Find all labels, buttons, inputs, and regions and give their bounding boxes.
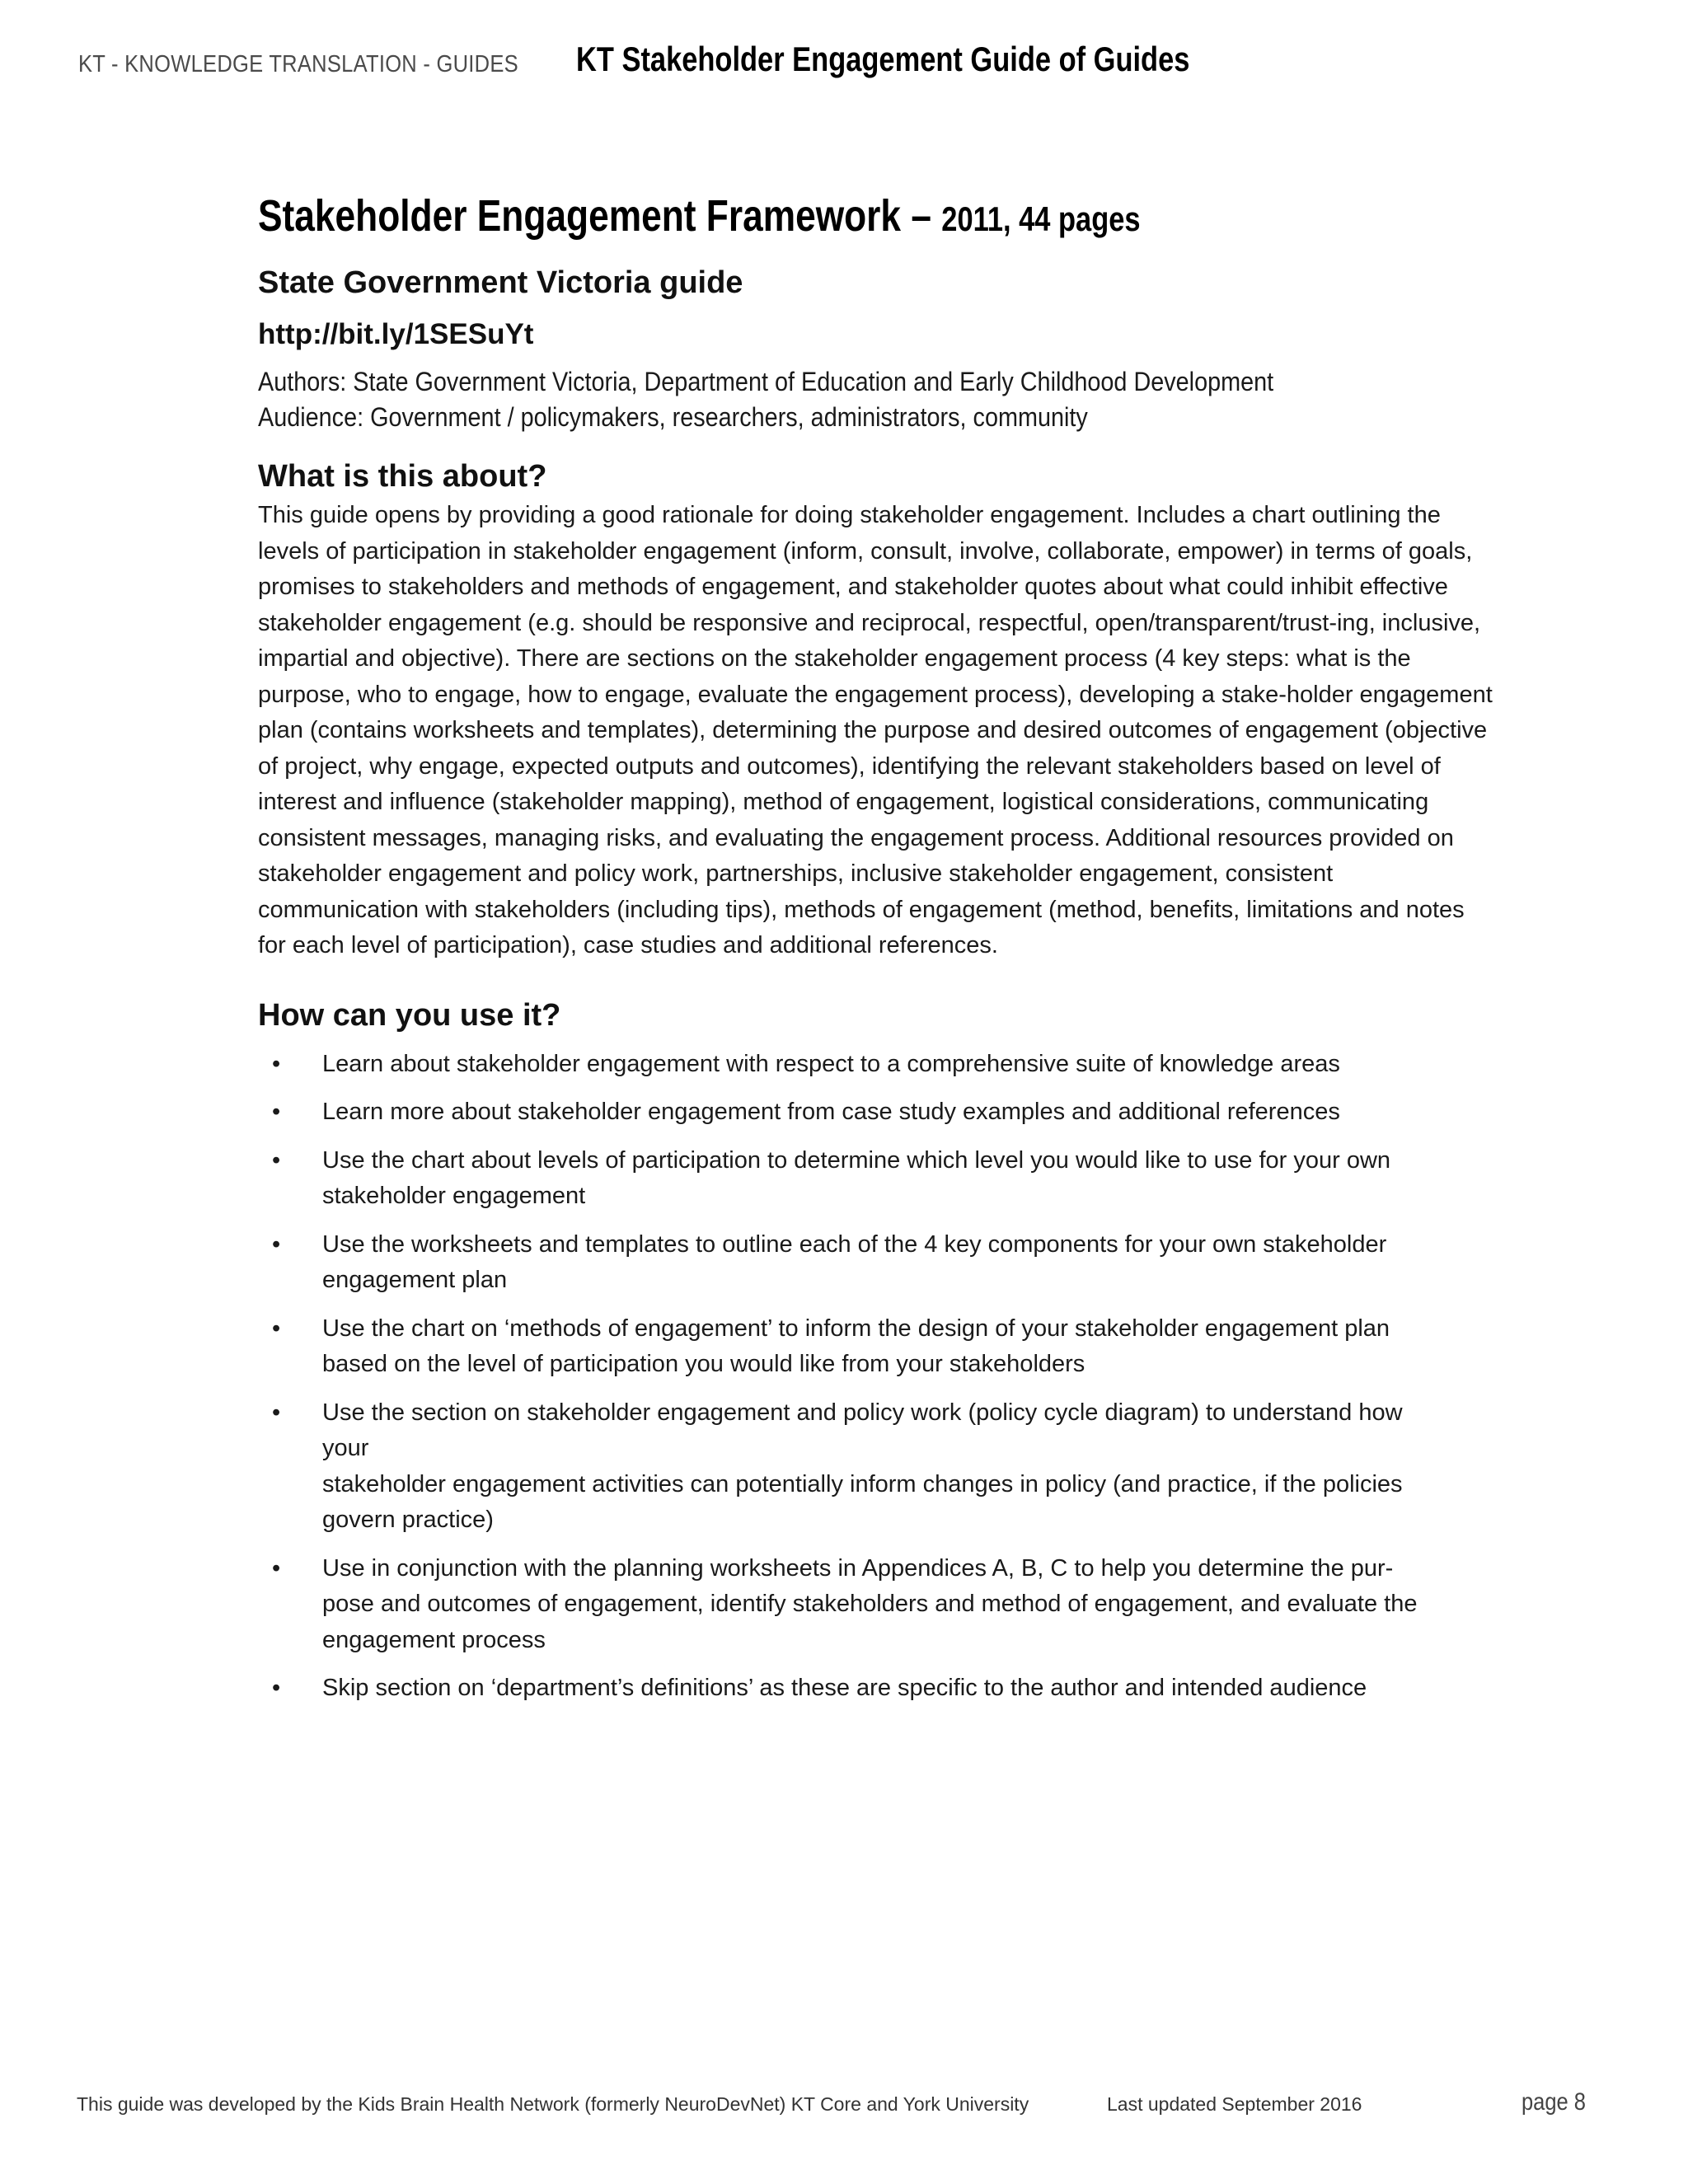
list-item-text: Use the worksheets and templates to outline each of the 4 key components for your own stakeholder engagement plan <box>322 1230 1387 1293</box>
list-item-text: Skip section on ‘department’s definitions’ as these are specific to the author and intended audience <box>322 1675 1367 1701</box>
about-paragraph: This guide opens by providing a good rationale for doing stakeholder engagement. Includes a chart outlining the levels of participation in stakeholder engagement (inform, consult, involve, collaborate, empower) in terms of goals, promises to stakeholders and methods of engagement, and stakeholder quotes about what could inhibit effective stakeholder engagement (e.g. should be responsive and reciprocal, respectful, open/transparent/trust-ing, inclusive, impartial and objective). There are sections on the stakeholder engagement process (4 key steps: what is the purpose, who to engage, how to engage, evaluate the engagement process), developing a stake-holder engagement plan (contains worksheets and templates), determining the purpose and desired outcomes of engagement (objective of project, why engage, expected outputs and outcomes), identifying the relevant stakeholders based on level of interest and influence (stakeholder mapping), method of engagement, logistical considerations, communicating consistent messages, managing risks, and evaluating the engagement process. Additional resources provided on stakeholder engagement and policy work, partnerships, inclusive stakeholder engagement, consistent communication with stakeholders (including tips), methods of engagement (method, benefits, limitations and notes for each level of participation), case studies and additional references. <box>258 502 1493 958</box>
guide-link[interactable]: http://bit.ly/1SESuYt <box>258 318 534 350</box>
page-header <box>78 40 1611 86</box>
document-title <box>258 188 1272 247</box>
document-credits <box>258 364 1489 435</box>
about-heading: What is this about? <box>258 459 547 494</box>
bullet-icon: • <box>272 1099 281 1125</box>
list-item <box>258 1551 1494 1659</box>
document-title-text: Stakeholder Engagement Framework <box>258 191 902 241</box>
bullet-icon: • <box>272 1399 281 1426</box>
list-item-text: Use the section on stakeholder engagement and policy work (policy cycle diagram) to understand how your stakeholder engagement activities can potentially inform changes in policy (and practice, if the policies govern practice) <box>322 1399 1403 1533</box>
bullet-icon: • <box>272 1230 281 1258</box>
footer-credit: This guide was developed by the Kids Brain Health Network (formerly NeuroDevNet) KT Core and York University <box>77 2093 1029 2115</box>
list-item <box>258 1227 1494 1299</box>
list-item <box>258 1047 1494 1083</box>
list-item-text: Use in conjunction with the planning worksheets in Appendices A, B, C to help you determine the pur- pose and outcomes of engagement, identify stakeholders and method of engagement, and evaluate the engagement process <box>322 1554 1418 1653</box>
list-item-text: Use the chart on ‘methods of engagement’ to inform the design of your stakeholder engagement plan based on the level of participation you would like from your stakeholders <box>322 1315 1390 1377</box>
bullet-icon: • <box>272 1050 281 1077</box>
list-item <box>258 1395 1494 1539</box>
header-title: KT Stakeholder Engagement Guide of Guides <box>576 40 1190 78</box>
list-item-text: Use the chart about levels of participation to determine which level you would like to use for your own stakeholder engagement <box>322 1146 1391 1209</box>
footer-last-updated: Last updated September 2016 <box>1107 2093 1362 2115</box>
list-item <box>258 1094 1494 1131</box>
list-item <box>258 1671 1494 1707</box>
authors-line: Authors: State Government Victoria, Department of Education and Early Childhood Development <box>258 367 1274 396</box>
title-dash: – <box>901 191 942 241</box>
uses-heading: How can you use it? <box>258 997 561 1033</box>
list-item-text: Learn more about stakeholder engagement from case study examples and additional references <box>322 1099 1340 1125</box>
bullet-icon: • <box>272 1675 281 1701</box>
list-item <box>258 1143 1494 1215</box>
list-item <box>258 1311 1494 1383</box>
bullet-icon: • <box>272 1146 281 1174</box>
document-content <box>258 188 1494 1719</box>
bullet-icon: • <box>272 1554 281 1582</box>
audience-line: Audience: Government / policymakers, researchers, administrators, community <box>258 402 1088 432</box>
bullet-icon: • <box>272 1315 281 1342</box>
uses-list <box>258 1047 1494 1707</box>
header-category: KT - KNOWLEDGE TRANSLATION - GUIDES <box>78 51 518 77</box>
list-item-text: Learn about stakeholder engagement with respect to a comprehensive suite of knowledge areas <box>322 1050 1340 1077</box>
page-number: page 8 <box>1522 2088 1587 2116</box>
document-meta: 2011, 44 pages <box>941 199 1141 238</box>
document-subtitle: State Government Victoria guide <box>258 265 743 300</box>
